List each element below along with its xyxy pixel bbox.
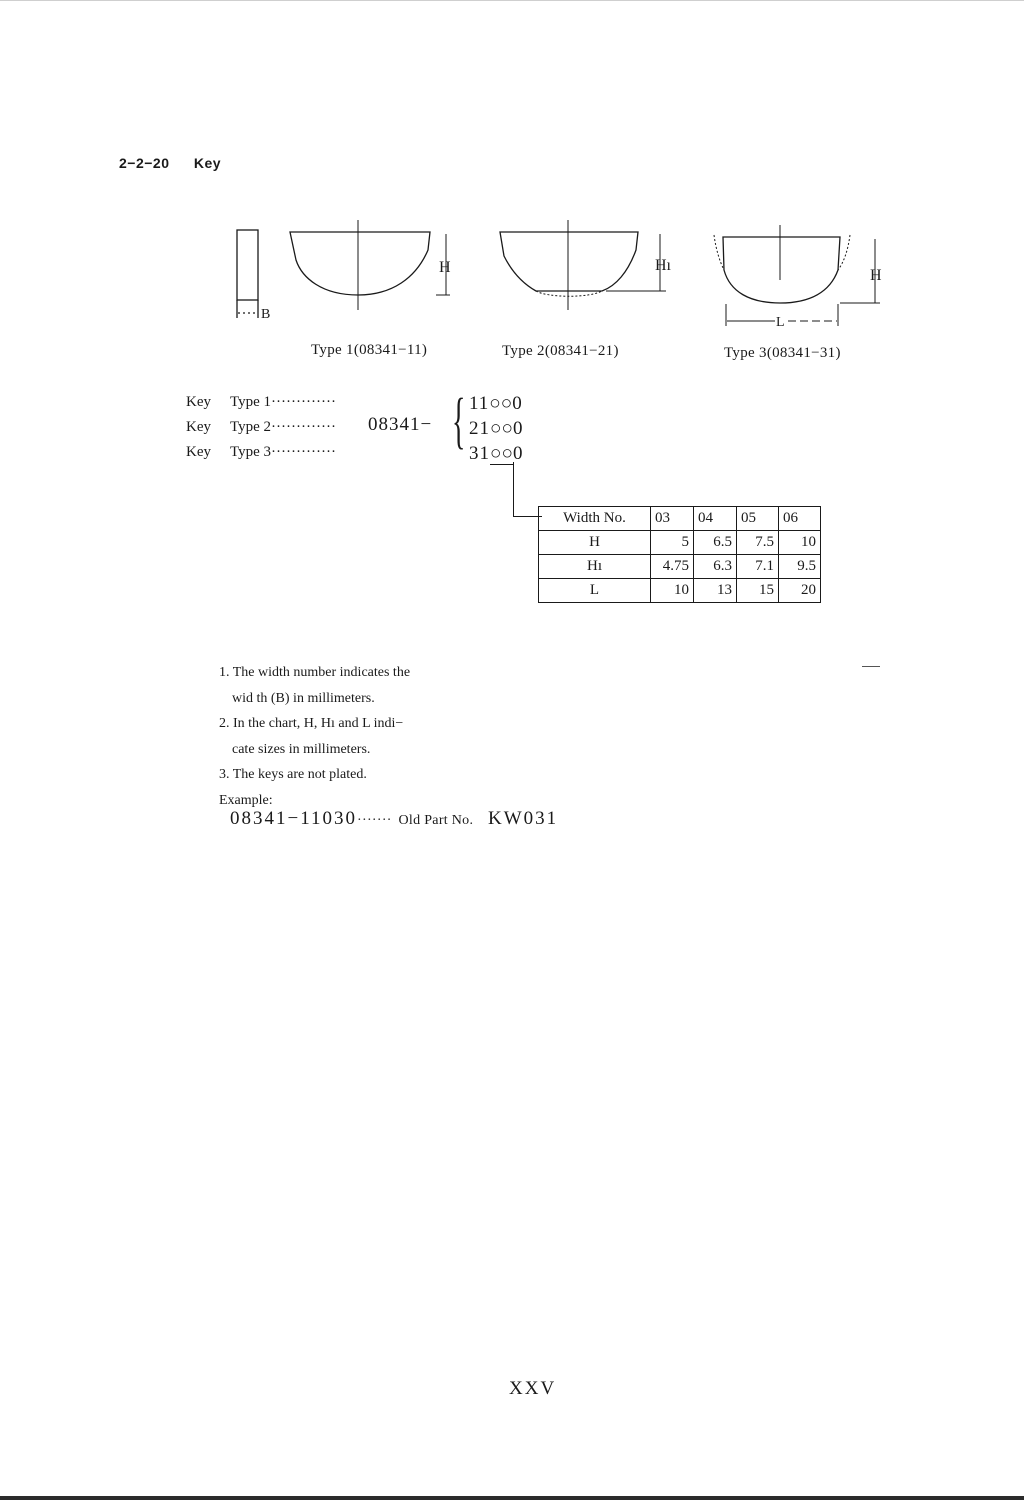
placeholder-circles: ○○ xyxy=(490,418,513,439)
type-label: Type 1············· xyxy=(230,394,336,410)
table-cell: 10 xyxy=(651,579,694,603)
type-label: Type 3············· xyxy=(230,444,336,460)
part-number-prefix: 08341− xyxy=(368,414,433,435)
example-label: Example: xyxy=(219,792,273,808)
part-code: 31○○0 xyxy=(469,443,524,464)
key-label: Key xyxy=(186,444,211,460)
note-3: 3. The keys are not plated. xyxy=(219,767,367,782)
note-2-continued: cate sizes in millimeters. xyxy=(232,741,371,757)
table-row-label: Hı xyxy=(539,555,651,579)
type3-height-h-label: H xyxy=(870,267,882,284)
table-header-cell: Width No. xyxy=(539,507,651,531)
key-type-drawings xyxy=(230,220,890,330)
table-cell: 6.3 xyxy=(694,555,737,579)
table-cell: 10 xyxy=(779,531,821,555)
table-cell: 5 xyxy=(651,531,694,555)
table-header-row xyxy=(539,507,821,531)
key-side-view xyxy=(237,230,258,318)
note-2: 2. In the chart, H, Hı and L indi− xyxy=(219,716,404,731)
type1-key-drawing xyxy=(290,220,450,310)
key-label: Key xyxy=(186,419,211,435)
section-title: Key xyxy=(193,155,222,171)
old-part-label: Old Part No. xyxy=(398,813,474,828)
table-row-label: L xyxy=(539,579,651,603)
width-size-table xyxy=(538,506,821,603)
list-item xyxy=(186,390,430,415)
note-1: 1. The width number indicates the xyxy=(219,665,411,680)
example-part-number: 08341−11030 xyxy=(230,808,358,829)
height-h-label: H xyxy=(439,259,451,276)
table-header-cell: 05 xyxy=(737,507,779,531)
part-code: 11○○0 xyxy=(469,393,523,414)
table-cell: 6.5 xyxy=(694,531,737,555)
table-row xyxy=(539,555,821,579)
placeholder-circles: ○○ xyxy=(489,393,513,414)
old-part-number: KW031 xyxy=(488,808,559,829)
example-line xyxy=(230,808,558,830)
width-b-label: B xyxy=(261,307,271,322)
leader-dots: ······· xyxy=(357,813,392,828)
notes-block xyxy=(219,660,410,813)
part-code: 21○○0 xyxy=(469,418,524,439)
length-l-label: L xyxy=(776,315,785,330)
table-row xyxy=(539,531,821,555)
curly-brace-icon: { xyxy=(452,387,466,455)
key-label: Key xyxy=(186,394,211,410)
height-h1-label: Hı xyxy=(655,257,671,274)
type3-caption: Type 3(08341−31) xyxy=(724,345,841,361)
table-cell: 20 xyxy=(779,579,821,603)
margin-mark xyxy=(862,666,880,667)
placeholder-circles-underlined: ○○ xyxy=(490,443,513,464)
page-number: XXV xyxy=(509,1378,557,1399)
list-item xyxy=(186,440,430,465)
type3-key-drawing xyxy=(714,225,880,326)
table-header-cell: 04 xyxy=(694,507,737,531)
section-heading xyxy=(119,155,221,171)
section-number: 2−2−20 xyxy=(119,155,170,171)
table-header-cell: 03 xyxy=(651,507,694,531)
table-cell: 7.5 xyxy=(737,531,779,555)
note-1-continued: wid th (B) in millimeters. xyxy=(232,690,375,706)
table-row-label: H xyxy=(539,531,651,555)
part-code-list xyxy=(469,391,523,466)
type1-caption: Type 1(08341−11) xyxy=(311,342,428,358)
table-cell: 4.75 xyxy=(651,555,694,579)
type2-caption: Type 2(08341−21) xyxy=(502,343,619,359)
table-cell: 13 xyxy=(694,579,737,603)
table-cell: 9.5 xyxy=(779,555,821,579)
table-row xyxy=(539,579,821,603)
table-cell: 7.1 xyxy=(737,555,779,579)
type2-key-drawing xyxy=(500,220,666,310)
type-label: Type 2············· xyxy=(230,419,336,435)
table-header-cell: 06 xyxy=(779,507,821,531)
table-cell: 15 xyxy=(737,579,779,603)
